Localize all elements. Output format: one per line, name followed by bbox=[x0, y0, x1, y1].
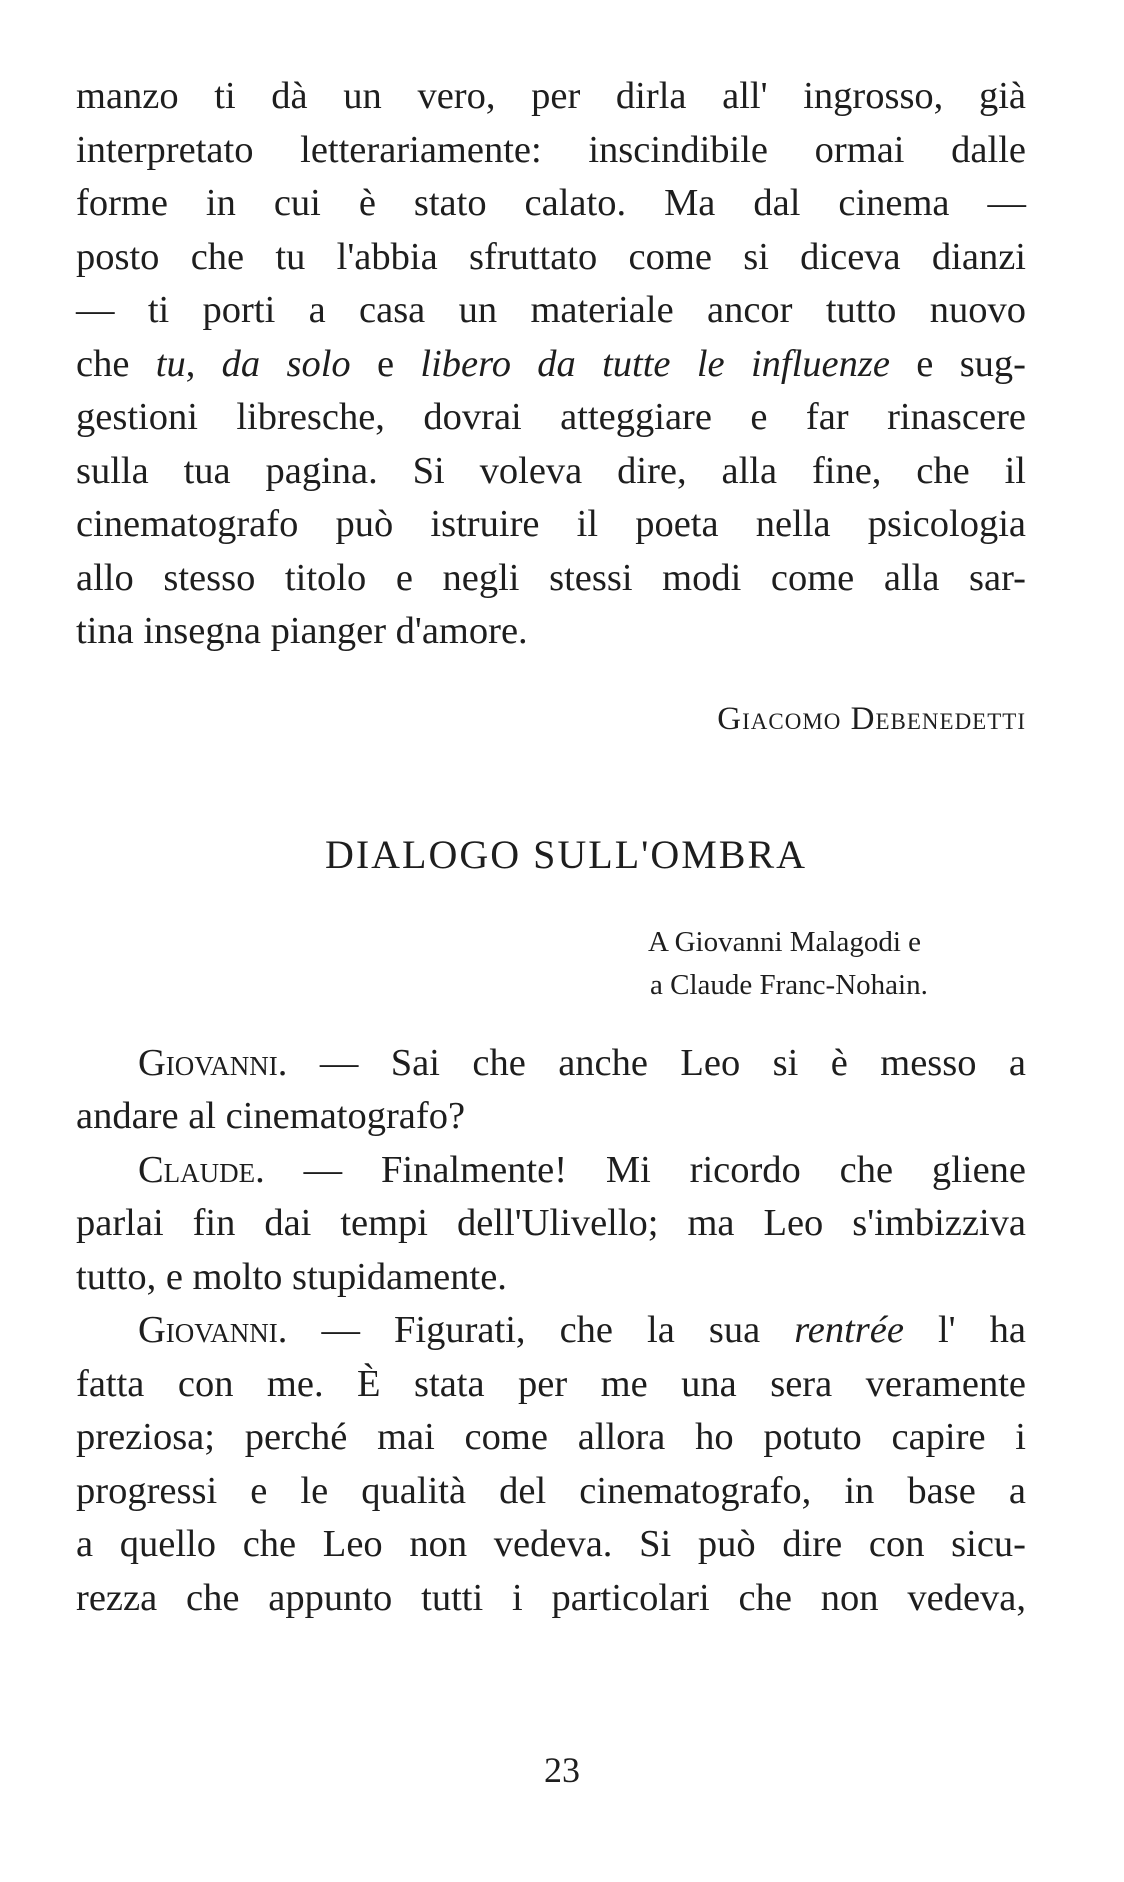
text-line: allo stesso titolo e negli stessi modi come alla sar- bbox=[76, 556, 1026, 599]
text-line: gestioni libresche, dovrai atteggiare e far rinascere bbox=[76, 396, 1026, 438]
text-line: andare al cinematografo? bbox=[76, 1095, 466, 1137]
italic-span: rentrée bbox=[794, 1309, 904, 1351]
text-line: manzo ti dà un vero, per dirla all' ingrosso, già bbox=[76, 75, 1026, 117]
text-line: cinematografo può istruire il poeta nella psicologia bbox=[76, 503, 1026, 545]
text-span: e bbox=[889, 342, 960, 385]
text-line: interpretato letterariamente: inscindibile ormai dalle bbox=[76, 128, 1026, 171]
italic-span: libero da tutte le influenze bbox=[420, 342, 890, 385]
dialogue-turn bbox=[76, 1304, 1026, 1625]
page-number: 23 bbox=[544, 1750, 580, 1790]
text-line: — ti porti a casa un materiale ancor tutto nuovo bbox=[76, 289, 1026, 331]
text-span: , bbox=[185, 342, 222, 385]
author-signature: Giacomo Debenedetti bbox=[717, 700, 1026, 737]
text-line: tina insegna pianger d'amore. bbox=[76, 610, 528, 652]
speaker-name: Claude. bbox=[138, 1148, 265, 1191]
italic-span: da solo bbox=[221, 342, 351, 385]
dialogue bbox=[76, 1037, 1026, 1626]
book-page bbox=[76, 70, 1026, 1625]
speaker-name: Giovanni. bbox=[138, 1309, 288, 1351]
text-line: a quello che Leo non vedeva. Si può dire con sicu- bbox=[76, 1523, 1026, 1565]
text-line: progressi e le qualità del cinematografo, in base a bbox=[76, 1469, 1026, 1512]
dialogue-first-line bbox=[76, 1304, 1026, 1358]
dedication-line: a Claude Franc-Nohain. bbox=[650, 968, 928, 1001]
speech-text: l' ha bbox=[903, 1309, 1026, 1351]
essay-continuation bbox=[76, 70, 1026, 659]
dialogue-first-line bbox=[76, 1144, 1026, 1198]
text-line: rezza che appunto tutti i particolari che non vedeva, bbox=[76, 1576, 1026, 1619]
text-line: tutto, e molto stupidamente. bbox=[76, 1255, 507, 1298]
text-span: che bbox=[76, 342, 156, 385]
section-title: DIALOGO SULL'OMBRA bbox=[324, 831, 808, 877]
dialogue-turn bbox=[76, 1037, 1026, 1144]
dialogue-first-line bbox=[76, 1037, 1026, 1091]
dedication-line: A Giovanni Malagodi e bbox=[648, 925, 922, 958]
text-span: sug- bbox=[959, 342, 1026, 385]
speaker-name: Giovanni. bbox=[138, 1041, 288, 1084]
dialogue-turn bbox=[76, 1144, 1026, 1305]
text-line: preziosa; perché mai come allora ho potuto capire i bbox=[76, 1416, 1026, 1458]
dedication bbox=[76, 921, 1026, 1007]
speech-text: — Sai che anche Leo si è messo a bbox=[319, 1041, 1026, 1084]
text-line: sulla tua pagina. Si voleva dire, alla fine, che il bbox=[76, 449, 1026, 492]
text-line: fatta con me. È stata per me una sera veramente bbox=[76, 1362, 1026, 1405]
text-line-with-italics bbox=[76, 338, 1026, 392]
italic-span: tu bbox=[155, 342, 186, 385]
text-line: parlai fin dai tempi dell'Ulivello; ma Leo s'imbizziva bbox=[76, 1202, 1026, 1244]
text-span: e bbox=[350, 342, 421, 385]
text-line: forme in cui è stato calato. Ma dal cinema — bbox=[76, 182, 1026, 224]
speech-text: — Finalmente! Mi ricordo che gliene bbox=[303, 1148, 1026, 1191]
speech-text: — Figurati, che la sua bbox=[321, 1309, 795, 1351]
text-line: posto che tu l'abbia sfruttato come si diceva dianzi bbox=[76, 235, 1026, 278]
